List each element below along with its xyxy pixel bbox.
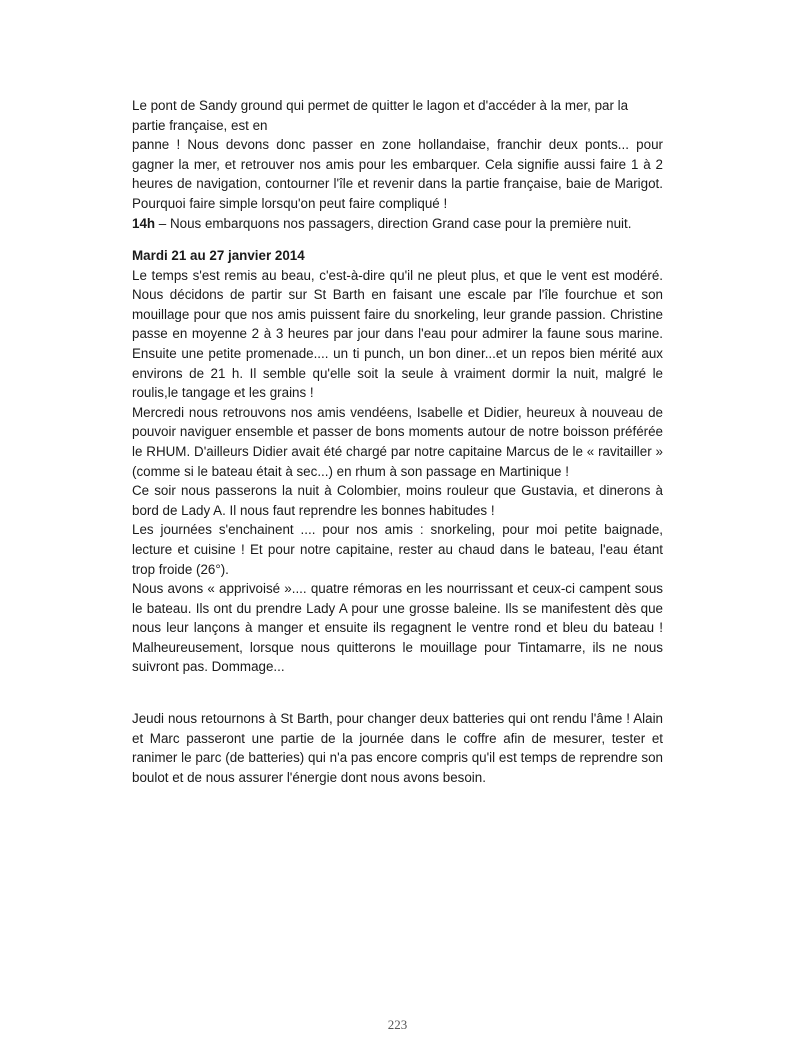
section-mardi: [132, 246, 663, 677]
paragraph-journees: Les journées s'enchainent .... pour nos amis : snorkeling, pour moi petite baignade, lecture et cuisine ! Et pour notre capitaine, rester au chaud dans le bateau, l'eau étant trop froide (26°).: [132, 522, 663, 577]
paragraph-bridge-breakdown: panne ! Nous devons donc passer en zone hollandaise, franchir deux ponts... pour gagner la mer, et retrouver nos amis pour les embarquer. Cela signifie aussi faire 1 à 2 heures de navigation, contourner l'île et revenir dans la partie française, baie de Marigot. Pourquoi faire simple lorsqu'on peut faire compliqué !: [132, 137, 663, 211]
section-jeudi: [132, 709, 663, 787]
paragraph-bridge: Le pont de Sandy ground qui permet de quitter le lagon et d'accéder à la mer, par la partie française, est en: [132, 98, 629, 133]
paragraph-14h: [132, 214, 663, 234]
section-heading: Mardi 21 au 27 janvier 2014: [132, 248, 305, 263]
paragraph-mercredi: Mercredi nous retrouvons nos amis vendéens, Isabelle et Didier, heureux à nouveau de pouvoir naviguer ensemble et passer de bons moments autour de notre boisson préférée le RHUM. D'ailleurs Didier avait été chargé par notre capitaine Marcus de le « ravitailler » (comme si le bateau était à sec...) en rhum à son passage en Martinique !: [132, 404, 663, 479]
paragraph-weather: Le temps s'est remis au beau, c'est-à-dire qu'il ne pleut plus, et que le vent est modéré. Nous décidons de partir sur St Barth en faisant une escale par l'île fourchue et son mouillage pour que nos amis puissent faire du snorkeling, leur grande passion. Christine passe en moyenne 2 à 3 heures par jour dans l'eau pour admirer la faune sous marine. Ensuite une petite promenade.... un ti punch, un bon diner...et un repos bien mérité aux environs de 21 h. Il semble qu'elle soit la seule à vraiment dormir la nuit, malgré le roulis,le tangage et les grains !: [132, 267, 663, 401]
paragraph-colombier: Ce soir nous passerons la nuit à Colombier, moins rouleur que Gustavia, et dinerons à bord de Lady A. Il nous faut reprendre les bonnes habitudes !: [132, 483, 663, 518]
paragraph-remoras: Nous avons « apprivoisé ».... quatre rémoras en les nourrissant et ceux-ci campent sous le bateau. Ils ont du prendre Lady A pour une grosse baleine. Ils se manifestent dès que nous leur lançons à manger et ensuite ils regagnent le ventre rond et bleu du bateau ! Malheureusement, lorsque nous quitterons le mouillage pour Tintamarre, ils ne nous suivront pas. Dommage...: [132, 581, 663, 675]
page-number: 223: [387, 1017, 408, 1032]
paragraph-batteries: Jeudi nous retournons à St Barth, pour changer deux batteries qui ont rendu l'âme ! Alain et Marc passeront une partie de la journée dans le coffre afin de mesurer, tester et ranimer le parc (de batteries) qui n'a pas encore compris qu'il est temps de reprendre son boulot et de nous assurer l'énergie dont nous avons besoin.: [132, 711, 663, 785]
time-label: 14h: [132, 215, 156, 231]
paragraph-14h-text: – Nous embarquons nos passagers, direction Grand case pour la première nuit.: [155, 215, 632, 231]
section-sandy-ground: [132, 96, 663, 233]
